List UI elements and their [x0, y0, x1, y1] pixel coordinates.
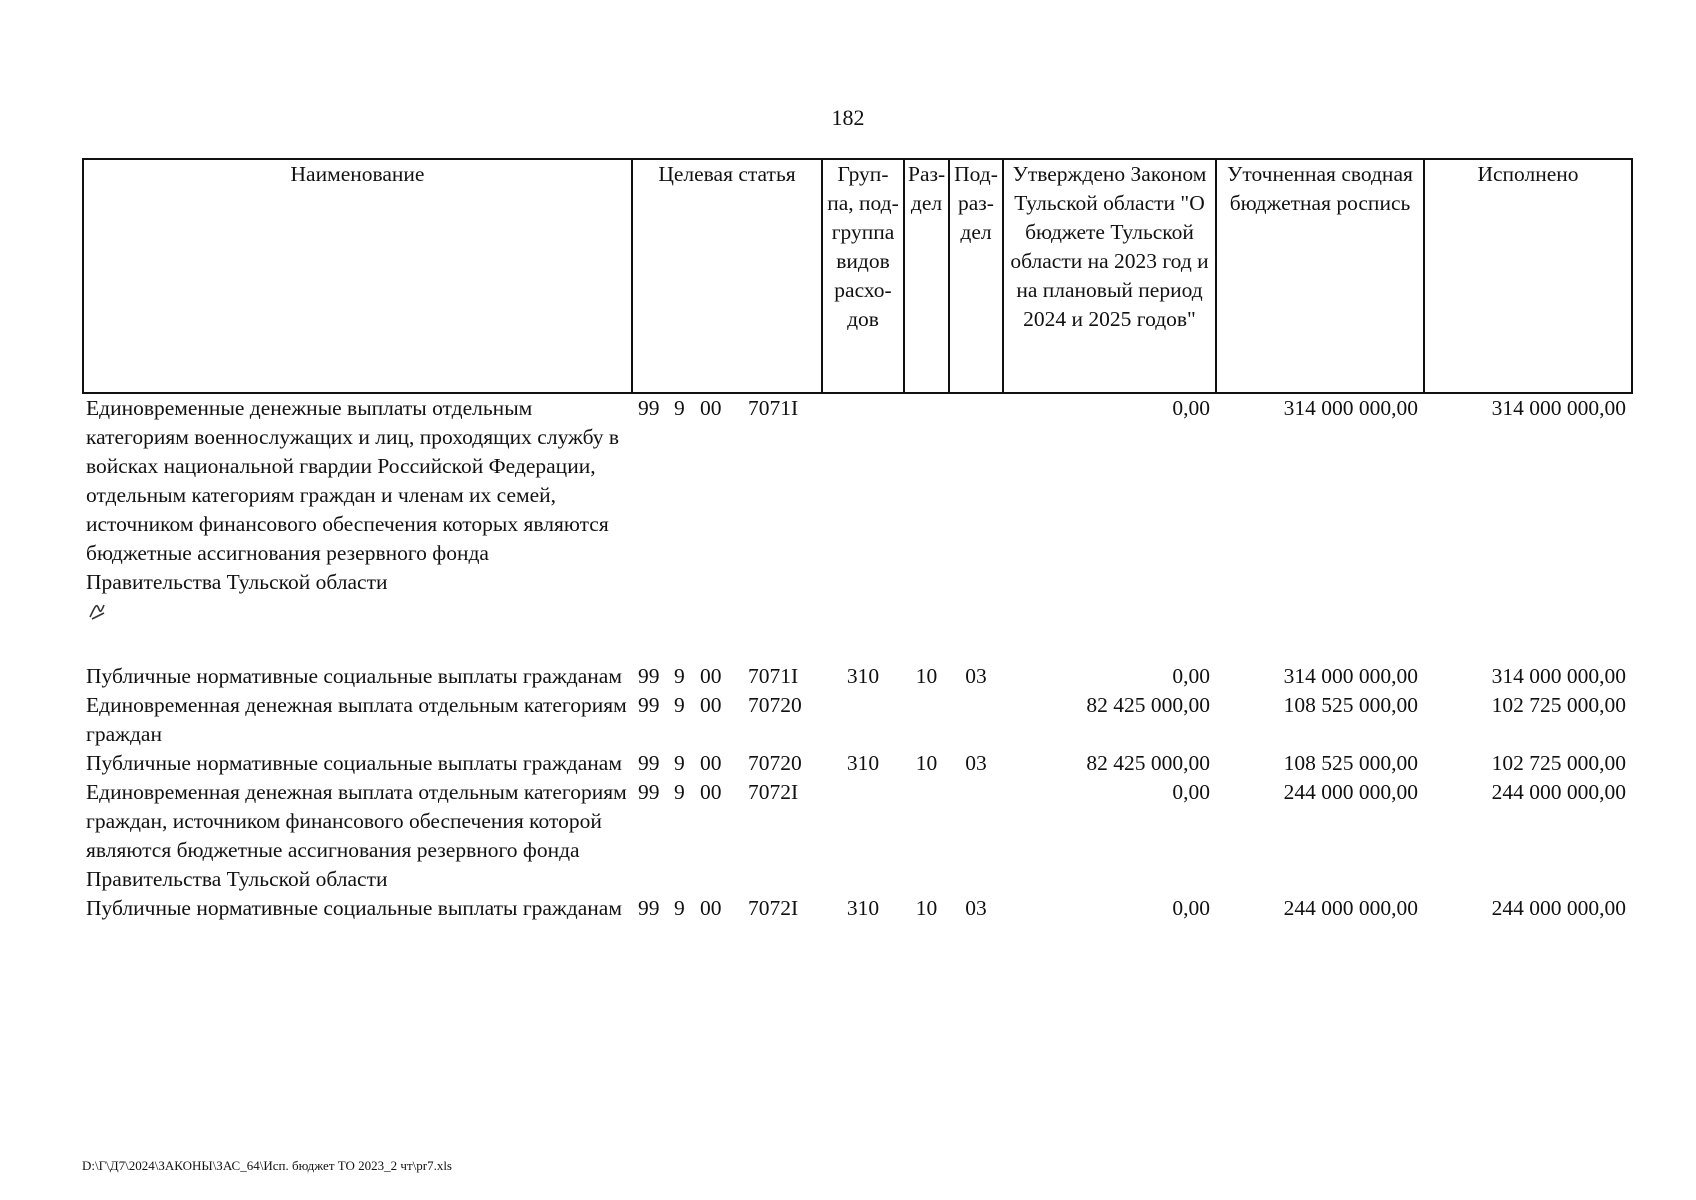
code-part: 9	[674, 664, 685, 688]
row-subsection: 03	[965, 664, 987, 688]
code-part: 9	[674, 751, 685, 775]
row-approved: 0,00	[1172, 780, 1210, 804]
row-section: 10	[915, 751, 938, 775]
row-refined: 314 000 000,00	[1283, 396, 1418, 420]
code-part: 99	[638, 751, 660, 775]
row-executed: 102 725 000,00	[1491, 693, 1626, 717]
code-part: 00	[700, 664, 722, 688]
code-part: 9	[674, 896, 685, 920]
header-subsection: Под-раз-дел	[949, 159, 1003, 393]
row-group	[822, 691, 904, 749]
row-code-cell	[632, 894, 822, 923]
code-part: 00	[700, 693, 722, 717]
code-part: 9	[674, 396, 685, 420]
row-code-cell	[632, 393, 822, 662]
row-approved: 82 425 000,00	[1086, 751, 1210, 775]
code-part: 70720	[748, 751, 802, 775]
row-executed: 244 000 000,00	[1491, 896, 1626, 920]
row-group: 310	[846, 896, 880, 920]
code-part: 00	[700, 396, 722, 420]
row-code-cell	[632, 749, 822, 778]
header-expense-group: Груп-па, под-группа видов расхо-дов	[822, 159, 904, 393]
row-name-cell	[83, 393, 632, 662]
row-approved: 0,00	[1172, 396, 1210, 420]
row-refined: 108 525 000,00	[1283, 751, 1418, 775]
code-part: 99	[638, 896, 660, 920]
row-group	[822, 778, 904, 894]
code-part: 70720	[748, 693, 802, 717]
row-code-cell	[632, 691, 822, 749]
code-part: 7071I	[748, 396, 799, 420]
row-refined: 108 525 000,00	[1283, 693, 1418, 717]
row-group: 310	[846, 664, 880, 688]
file-path: D:\Г\Д7\2024\ЗАКОНЫ\ЗАС_64\Исп. бюджет ТО 2023_2 чт\pr7.xls	[82, 1158, 452, 1173]
code-part: 7072I	[748, 896, 799, 920]
code-part: 99	[638, 396, 660, 420]
row-approved: 0,00	[1172, 896, 1210, 920]
header-executed: Исполнено	[1424, 159, 1632, 393]
row-executed: 244 000 000,00	[1491, 780, 1626, 804]
table-row	[83, 894, 1632, 923]
header-refined: Уточненная сводная бюджетная роспись	[1216, 159, 1424, 393]
row-name: Единовременная денежная выплата отдельным категориям граждан, источником финансового обеспечения которой являются бюджетные ассигнования резервного фонда Правительства Тульской области	[86, 780, 627, 891]
row-executed: 314 000 000,00	[1491, 664, 1626, 688]
row-section	[904, 393, 949, 662]
row-name: Публичные нормативные социальные выплаты гражданам	[86, 751, 622, 775]
code-part: 99	[638, 664, 660, 688]
row-subsection	[949, 691, 1003, 749]
header-row	[83, 159, 1632, 393]
row-subsection	[949, 778, 1003, 894]
row-code-cell	[632, 778, 822, 894]
row-name: Единовременные денежные выплаты отдельным категориям военнослужащих и лиц, проходящих службу в войсках национальной гвардии Российской Федерации, отдельным категориям граждан и членам их семей, источником финансового обеспечения которых являются бюджетные ассигнования резервного фонда Правительства Тульской области	[86, 396, 620, 594]
code-part: 9	[674, 780, 685, 804]
table-row	[83, 778, 1632, 894]
row-name: Публичные нормативные социальные выплаты гражданам	[86, 664, 622, 688]
table-row	[83, 662, 1632, 691]
header-name: Наименование	[83, 159, 632, 393]
code-part: 00	[700, 780, 722, 804]
table-row	[83, 691, 1632, 749]
row-subsection: 03	[965, 751, 987, 775]
row-section: 10	[915, 664, 938, 688]
row-group: 310	[846, 751, 880, 775]
row-approved: 82 425 000,00	[1086, 693, 1210, 717]
page-number: 182	[831, 105, 865, 130]
row-subsection: 03	[965, 896, 987, 920]
row-refined: 244 000 000,00	[1283, 780, 1418, 804]
code-part: 7072I	[748, 780, 799, 804]
code-part: 9	[674, 693, 685, 717]
code-part: 99	[638, 693, 660, 717]
row-section: 10	[915, 896, 938, 920]
row-name: Единовременная денежная выплата отдельным категориям граждан	[86, 693, 627, 746]
code-part: 7071I	[748, 664, 799, 688]
header-approved: Утверждено Законом Тульской области "О бюджете Тульской области на 2023 год и на плановый период 2024 и 2025 годов"	[1003, 159, 1216, 393]
row-group	[822, 393, 904, 662]
row-executed: 102 725 000,00	[1491, 751, 1626, 775]
row-approved: 0,00	[1172, 664, 1210, 688]
row-code-cell	[632, 662, 822, 691]
row-subsection	[949, 393, 1003, 662]
header-target-article: Целевая статья	[632, 159, 822, 393]
handwritten-mark-icon	[86, 599, 110, 623]
row-executed: 314 000 000,00	[1491, 396, 1626, 420]
code-part: 00	[700, 751, 722, 775]
row-name: Публичные нормативные социальные выплаты гражданам	[86, 896, 622, 920]
header-section: Раз-дел	[904, 159, 949, 393]
table-row	[83, 393, 1632, 662]
row-refined: 244 000 000,00	[1283, 896, 1418, 920]
code-part: 99	[638, 780, 660, 804]
row-section	[904, 778, 949, 894]
row-section	[904, 691, 949, 749]
table-row	[83, 749, 1632, 778]
code-part: 00	[700, 896, 722, 920]
row-refined: 314 000 000,00	[1283, 664, 1418, 688]
budget-table	[82, 158, 1633, 923]
